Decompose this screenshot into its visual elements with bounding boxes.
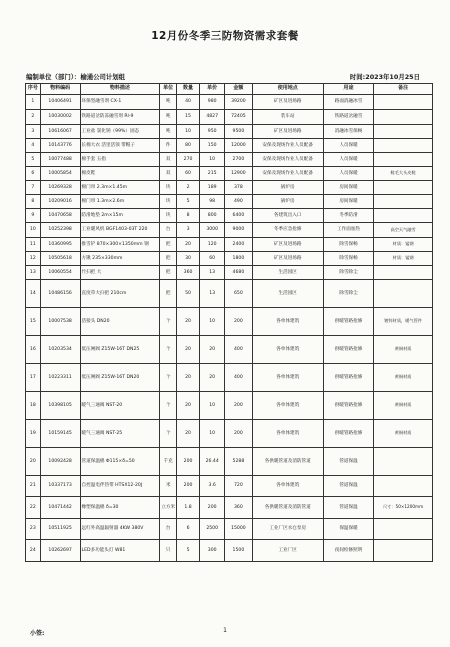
cell-location: 安保及现场作业人员配备 xyxy=(252,153,323,167)
cell-purpose: 供暖管路抢修 xyxy=(323,364,373,392)
cell-amount: 5288 xyxy=(225,448,252,476)
cell-quantity: 60 xyxy=(177,167,200,181)
cell-purpose: 铁路道岔融雪 xyxy=(323,110,373,125)
cell-index: 20 xyxy=(26,448,41,476)
cell-code: 10470658 xyxy=(40,209,80,223)
table-row xyxy=(26,110,433,125)
cell-description: 铁路道岔防冻融雪剂 Rl-9 xyxy=(80,110,160,125)
cell-amount: 650 xyxy=(225,280,252,308)
cell-quantity: 200 xyxy=(177,448,200,476)
cell-unit-price: 10 xyxy=(200,420,225,448)
cell-purpose: 除雪保畅 xyxy=(323,252,373,266)
page-number: 1 xyxy=(223,627,227,634)
cell-amount: 15000 xyxy=(225,519,252,540)
cell-unit-price: 98 xyxy=(200,195,225,209)
cell-remarks xyxy=(374,519,433,540)
cell-unit-price: 10 xyxy=(200,392,225,420)
cell-code: 10030002 xyxy=(40,110,80,125)
cell-quantity: 50 xyxy=(177,280,200,308)
table-row xyxy=(26,308,433,336)
cell-quantity: 200 xyxy=(177,476,200,497)
cell-amount: 1500 xyxy=(225,540,252,562)
cell-purpose: 供暖管路抢修 xyxy=(323,420,373,448)
table-row xyxy=(26,153,433,167)
cell-purpose: 夜间检修照明 xyxy=(323,540,373,562)
cell-remarks xyxy=(374,153,433,167)
cell-quantity: 20 xyxy=(177,238,200,252)
cell-location: 生活园区 xyxy=(252,266,323,280)
table-row xyxy=(26,252,433,266)
cell-unit: 个 xyxy=(160,364,177,392)
cell-location: 各单体建筑 xyxy=(252,364,323,392)
cell-purpose: 人员保暖 xyxy=(323,153,373,167)
cell-unit-price: 20 xyxy=(200,364,225,392)
cell-location: 工业厂区水仓泵房 xyxy=(252,519,323,540)
cell-unit-price: 200 xyxy=(200,497,225,519)
cell-quantity: 8 xyxy=(177,209,200,223)
cell-location: 锅炉房 xyxy=(252,181,323,195)
cell-location: 工业厂区 xyxy=(252,540,323,562)
cell-index: 19 xyxy=(26,420,41,448)
cell-unit: 吨 xyxy=(160,95,177,110)
cell-code: 10262697 xyxy=(40,540,80,562)
cell-purpose: 房间保暖 xyxy=(323,195,373,209)
cell-unit: 个 xyxy=(160,392,177,420)
cell-code: 10269328 xyxy=(40,181,80,195)
cell-description: 活接头 DN20 xyxy=(80,308,160,336)
cell-location: 锅炉房 xyxy=(252,195,323,209)
table-row xyxy=(26,519,433,540)
cell-index: 10 xyxy=(26,223,41,238)
cell-remarks: 黄铜材质 xyxy=(374,364,433,392)
table-row xyxy=(26,139,433,153)
cell-index: 22 xyxy=(26,497,41,519)
cell-unit: 双 xyxy=(160,153,177,167)
cell-amount: 12900 xyxy=(225,167,252,181)
cell-remarks: 鞋毛大头皮鞋 xyxy=(374,167,433,181)
cell-location: 各单体建筑 xyxy=(252,476,323,497)
cell-unit: 块 xyxy=(160,209,177,223)
cell-purpose: 路面消融冰雪 xyxy=(323,95,373,110)
table-row xyxy=(26,238,433,252)
cell-location: 矿区及进场路 xyxy=(252,95,323,110)
table-row xyxy=(26,280,433,308)
table-row xyxy=(26,95,433,110)
cell-unit: 块 xyxy=(160,195,177,209)
cell-index: 23 xyxy=(26,519,41,540)
cell-location: 安保及现场作业人员配备 xyxy=(252,139,323,153)
cell-purpose: 保温保暖 xyxy=(323,519,373,540)
cell-code: 10406491 xyxy=(40,95,80,110)
cell-code: 10060554 xyxy=(40,266,80,280)
cell-quantity: 6 xyxy=(177,519,200,540)
cell-remarks xyxy=(374,280,433,308)
cell-code: 10077488 xyxy=(40,153,80,167)
cell-location: 矿区及进场路 xyxy=(252,125,323,139)
cell-remarks: 黄铜材质 xyxy=(374,336,433,364)
cell-remarks xyxy=(374,110,433,125)
cell-description: 方锹 235×330mm xyxy=(80,252,160,266)
cell-purpose: 人员保暖 xyxy=(323,167,373,181)
cell-index: 17 xyxy=(26,364,41,392)
cell-code: 10143776 xyxy=(40,139,80,153)
cell-code: 10092428 xyxy=(40,448,80,476)
cell-purpose: 管道保温 xyxy=(323,497,373,519)
table-row xyxy=(26,167,433,181)
cell-index: 21 xyxy=(26,476,41,497)
cell-quantity: 3 xyxy=(177,223,200,238)
table-row xyxy=(26,125,433,139)
cell-index: 7 xyxy=(26,181,41,195)
cell-index: 12 xyxy=(26,252,41,266)
cell-quantity: 20 xyxy=(177,364,200,392)
table-row xyxy=(26,476,433,497)
cell-quantity: 20 xyxy=(177,392,200,420)
cell-amount: 200 xyxy=(225,420,252,448)
cell-location: 各供暖管道及消防管道 xyxy=(252,448,323,476)
cell-unit-price: 2500 xyxy=(200,519,225,540)
cell-unit-price: 20 xyxy=(200,336,225,364)
cell-index: 1 xyxy=(26,95,41,110)
cell-remarks: 材质：锰钢 xyxy=(374,238,433,252)
cell-amount: 400 xyxy=(225,336,252,364)
cell-index: 11 xyxy=(26,238,41,252)
cell-index: 16 xyxy=(26,336,41,364)
header-description: 物料描述 xyxy=(80,84,160,95)
cell-remarks: 黄铜材质 xyxy=(374,392,433,420)
cell-description: 竹扫把 大 xyxy=(80,266,160,280)
cell-unit: 个 xyxy=(160,308,177,336)
cell-unit-price: 120 xyxy=(200,238,225,252)
org-label: 编制单位（部门）：榆通公司计划组 xyxy=(26,73,126,81)
cell-unit-price: 215 xyxy=(200,167,225,181)
table-row xyxy=(26,209,433,223)
cell-description: 暖气三通阀 NST-25 xyxy=(80,420,160,448)
cell-amount: 490 xyxy=(225,195,252,209)
header-unit-price: 单价 xyxy=(200,84,225,95)
cell-unit: 只 xyxy=(160,540,177,562)
cell-description: 自控温电伴热带 HTSX12-20J xyxy=(80,476,160,497)
cell-purpose: 除雪除尘 xyxy=(323,266,373,280)
cell-location: 各单体建筑 xyxy=(252,336,323,364)
cell-quantity: 5 xyxy=(177,195,200,209)
cell-index: 3 xyxy=(26,125,41,139)
cell-index: 18 xyxy=(26,392,41,420)
cell-amount: 400 xyxy=(225,364,252,392)
cell-amount: 360 xyxy=(225,497,252,519)
cell-amount: 1800 xyxy=(225,252,252,266)
cell-description: 棉皮鞋 xyxy=(80,167,160,181)
table-row xyxy=(26,266,433,280)
cell-purpose: 供暖管路抢修 xyxy=(323,392,373,420)
cell-remarks: 材质：锰钢 xyxy=(374,252,433,266)
cell-remarks xyxy=(374,540,433,562)
cell-amount: 4680 xyxy=(225,266,252,280)
cell-description: 长棉大衣 活里活领 带帽子 xyxy=(80,139,160,153)
cell-quantity: 5 xyxy=(177,540,200,562)
table-row xyxy=(26,336,433,364)
cell-unit-price: 26.44 xyxy=(200,448,225,476)
cell-unit-price: 13 xyxy=(200,266,225,280)
cell-unit: 个 xyxy=(160,420,177,448)
cell-description: 管道保温棉 Φ115×δ=50 xyxy=(80,448,160,476)
cell-description: LED多功能头灯 W81 xyxy=(80,540,160,562)
cell-location: 矿区及进场路 xyxy=(252,238,323,252)
cell-code: 10471442 xyxy=(40,497,80,519)
cell-amount: 9000 xyxy=(225,223,252,238)
cell-index: 6 xyxy=(26,167,41,181)
cell-purpose: 管道保温 xyxy=(323,476,373,497)
cell-remarks: 高空天气融雪 xyxy=(374,223,433,238)
table-row xyxy=(26,448,433,476)
cell-quantity: 1.8 xyxy=(177,497,200,519)
cell-quantity: 40 xyxy=(177,95,200,110)
header-unit: 单位 xyxy=(160,84,177,95)
cell-unit-price: 300 xyxy=(200,540,225,562)
cell-location: 各供暖管道及消防管道 xyxy=(252,497,323,519)
cell-description: 直度草大扫把 210cm xyxy=(80,280,160,308)
cell-code: 10616067 xyxy=(40,125,80,139)
cell-description: 棉门帘 2.3m×1.45m xyxy=(80,181,160,195)
cell-remarks xyxy=(374,195,433,209)
cell-unit-price: 980 xyxy=(200,95,225,110)
header-location: 使用地点 xyxy=(252,84,323,95)
header-purpose: 用途 xyxy=(323,84,373,95)
cell-description: 橡塑保温棉 δ=30 xyxy=(80,497,160,519)
cell-amount: 2400 xyxy=(225,238,252,252)
cell-code: 10252398 xyxy=(40,223,80,238)
cell-code: 10203534 xyxy=(40,336,80,364)
cell-description: 工业暖风机 BGF1403-03T 220 xyxy=(80,223,160,238)
cell-unit: 把 xyxy=(160,266,177,280)
cell-quantity: 360 xyxy=(177,266,200,280)
cell-code: 10159145 xyxy=(40,420,80,448)
cell-purpose: 工作面加热 xyxy=(323,223,373,238)
cell-code: 10223311 xyxy=(40,364,80,392)
table-row xyxy=(26,392,433,420)
cell-amount: 2700 xyxy=(225,153,252,167)
cell-unit-price: 800 xyxy=(200,209,225,223)
cell-unit-price: 60 xyxy=(200,252,225,266)
cell-unit-price: 3.6 xyxy=(200,476,225,497)
cell-quantity: 30 xyxy=(177,252,200,266)
cell-description: 棉门帘 1.3m×2.6m xyxy=(80,195,160,209)
cell-unit-price: 13 xyxy=(200,280,225,308)
header-index: 序号 xyxy=(26,84,41,95)
cell-amount: 200 xyxy=(225,308,252,336)
cell-location: 生活园区 xyxy=(252,280,323,308)
cell-amount: 6400 xyxy=(225,209,252,223)
cell-index: 14 xyxy=(26,280,41,308)
cell-description: 低压闸阀 Z15W-16T DN20 xyxy=(80,364,160,392)
table-row xyxy=(26,540,433,562)
cell-unit-price: 4827 xyxy=(200,110,225,125)
cell-amount: 72405 xyxy=(225,110,252,125)
cell-location: 装车站 xyxy=(252,110,323,125)
cell-unit: 千克 xyxy=(160,448,177,476)
cell-description: 远红外高温辐射器 4KW 380V xyxy=(80,519,160,540)
cell-code: 10505618 xyxy=(40,252,80,266)
table-row xyxy=(26,223,433,238)
cell-code: 10337173 xyxy=(40,476,80,497)
cell-description: 棉手套 五指 xyxy=(80,153,160,167)
cell-remarks xyxy=(374,476,433,497)
cell-unit-price: 10 xyxy=(200,153,225,167)
cell-unit-price: 950 xyxy=(200,125,225,139)
table-row xyxy=(26,420,433,448)
cell-index: 15 xyxy=(26,308,41,336)
cell-quantity: 10 xyxy=(177,125,200,139)
cell-unit: 把 xyxy=(160,252,177,266)
cell-quantity: 15 xyxy=(177,110,200,125)
cell-description: 低压闸阀 Z15W-16T DN25 xyxy=(80,336,160,364)
cell-remarks: 尺寸：50×1200mm xyxy=(374,497,433,519)
cell-amount: 720 xyxy=(225,476,252,497)
cell-quantity: 20 xyxy=(177,420,200,448)
cell-description: 工业盐 氯化钠（99%）固态 xyxy=(80,125,160,139)
cell-amount: 378 xyxy=(225,181,252,195)
table-row xyxy=(26,195,433,209)
table-row xyxy=(26,497,433,519)
cell-unit: 吨 xyxy=(160,110,177,125)
cell-remarks xyxy=(374,448,433,476)
cell-quantity: 20 xyxy=(177,308,200,336)
cell-unit-price: 3000 xyxy=(200,223,225,238)
cell-unit: 个 xyxy=(160,336,177,364)
table-body xyxy=(26,95,433,562)
cell-index: 2 xyxy=(26,110,41,125)
cell-amount: 9500 xyxy=(225,125,252,139)
cell-amount: 200 xyxy=(225,392,252,420)
cell-unit: 把 xyxy=(160,238,177,252)
cell-description: 暖气三通阀 NST-20 xyxy=(80,392,160,420)
cell-purpose: 冬季防滑 xyxy=(323,209,373,223)
cell-code: 10486156 xyxy=(40,280,80,308)
cell-unit-price: 10 xyxy=(200,308,225,336)
cell-purpose: 消融冰雪保畅 xyxy=(323,125,373,139)
cell-remarks xyxy=(374,209,433,223)
cell-code: 10209016 xyxy=(40,195,80,209)
cell-amount: 12000 xyxy=(225,139,252,153)
cell-description: 防滑地垫 2m×15m xyxy=(80,209,160,223)
header-quantity: 数量 xyxy=(177,84,200,95)
cell-location: 各单体建筑 xyxy=(252,420,323,448)
cell-remarks xyxy=(374,95,433,110)
cell-remarks xyxy=(374,181,433,195)
cell-amount: 39200 xyxy=(225,95,252,110)
cell-description: 环保型融雪剂 CX-1 xyxy=(80,95,160,110)
cell-quantity: 80 xyxy=(177,139,200,153)
cell-location: 各建筑出入口 xyxy=(252,209,323,223)
document-title: 12月份冬季三防物资需求套餐 xyxy=(151,30,299,42)
cell-unit-price: 150 xyxy=(200,139,225,153)
cell-purpose: 除雪保畅 xyxy=(323,238,373,252)
header-remarks: 备注 xyxy=(374,84,433,95)
header-amount: 金额 xyxy=(225,84,252,95)
table-header-row xyxy=(26,84,433,95)
cell-unit: 台 xyxy=(160,223,177,238)
table-row xyxy=(26,181,433,195)
cell-unit: 件 xyxy=(160,139,177,153)
cell-quantity: 2 xyxy=(177,181,200,195)
cell-purpose: 房间保暖 xyxy=(323,181,373,195)
cell-code: 10511925 xyxy=(40,519,80,540)
cell-remarks xyxy=(374,139,433,153)
cell-location: 各单体建筑 xyxy=(252,392,323,420)
cell-code: 10005854 xyxy=(40,167,80,181)
cell-unit: 台 xyxy=(160,519,177,540)
table-row xyxy=(26,364,433,392)
cell-purpose: 除雪除尘 xyxy=(323,280,373,308)
cell-index: 5 xyxy=(26,153,41,167)
cell-index: 24 xyxy=(26,540,41,562)
cell-code: 10007538 xyxy=(40,308,80,336)
cell-unit: 吨 xyxy=(160,125,177,139)
cell-remarks xyxy=(374,266,433,280)
cell-quantity: 270 xyxy=(177,153,200,167)
cell-unit: 块 xyxy=(160,181,177,195)
cell-index: 13 xyxy=(26,266,41,280)
requirements-table xyxy=(25,83,433,562)
cell-unit: 把 xyxy=(160,280,177,308)
cell-location: 矿区及进场路 xyxy=(252,252,323,266)
cell-location: 各单体建筑 xyxy=(252,308,323,336)
cell-index: 9 xyxy=(26,209,41,223)
cell-location: 冬季应急抢修 xyxy=(252,223,323,238)
header-code: 物料编码 xyxy=(40,84,80,95)
cell-index: 4 xyxy=(26,139,41,153)
cell-quantity: 20 xyxy=(177,336,200,364)
cell-purpose: 供暖管路抢修 xyxy=(323,336,373,364)
cell-unit: 立方米 xyxy=(160,497,177,519)
cell-unit: 米 xyxy=(160,476,177,497)
footer-sign: 小签: xyxy=(30,630,45,637)
cell-code: 10360995 xyxy=(40,238,80,252)
cell-index: 8 xyxy=(26,195,41,209)
cell-code: 10398105 xyxy=(40,392,80,420)
date-label: 时间:2023年10月25日 xyxy=(349,73,420,81)
cell-purpose: 管道保温 xyxy=(323,448,373,476)
cell-remarks: 黄铜材质 xyxy=(374,420,433,448)
cell-unit: 双 xyxy=(160,167,177,181)
cell-description: 推雪铲 870×300×1350mm 钢 xyxy=(80,238,160,252)
cell-remarks xyxy=(374,125,433,139)
cell-unit-price: 189 xyxy=(200,181,225,195)
cell-purpose: 供暖管路抢修 xyxy=(323,308,373,336)
cell-remarks: 镀锌材质，暖气管件 xyxy=(374,308,433,336)
cell-location: 安保及现场作业人员配备 xyxy=(252,167,323,181)
cell-purpose: 人员保暖 xyxy=(323,139,373,153)
